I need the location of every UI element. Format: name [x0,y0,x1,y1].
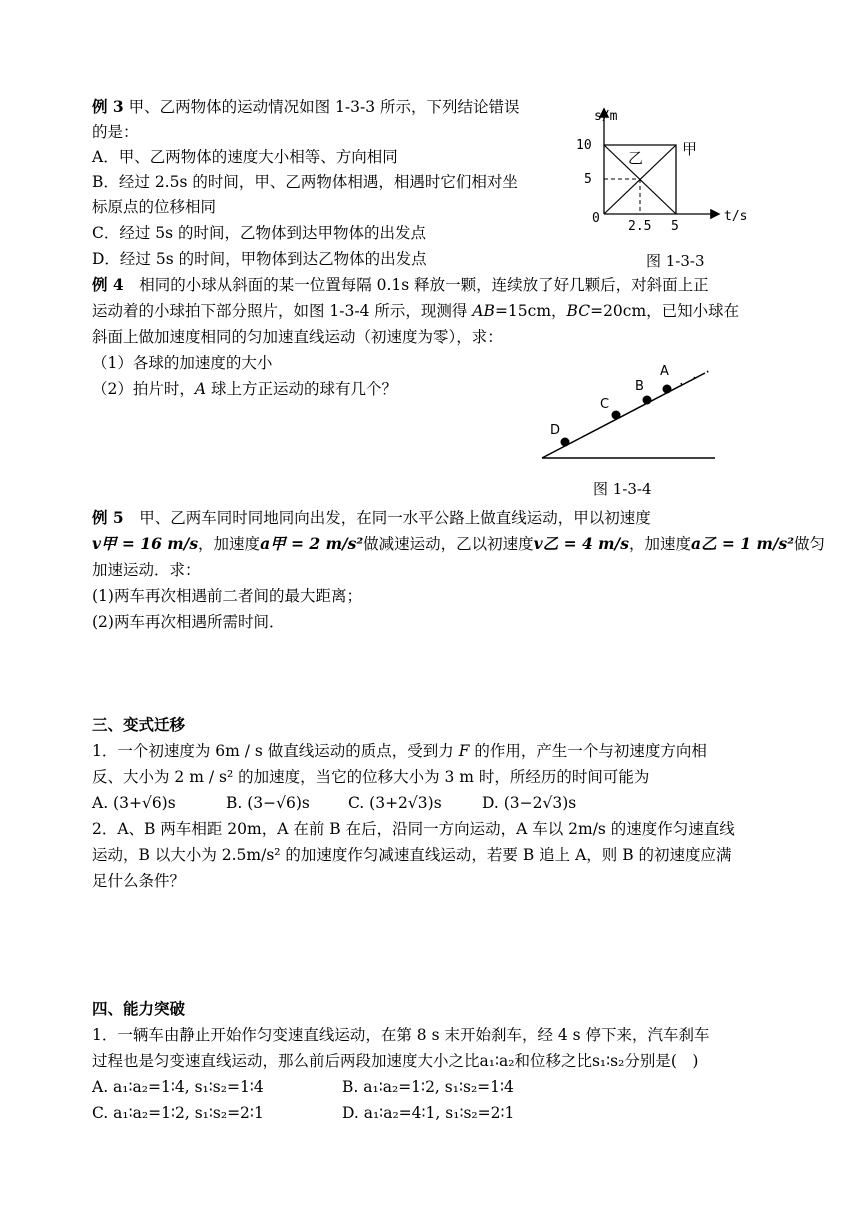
sec3-p1-line-2: 反、大小为 2 m / s² 的加速度，当它的位移大小为 3 m 时，所经历的时间可能为 [92,768,650,786]
y-axis-label: s/m [594,109,618,124]
ex4-line-2 [92,300,739,322]
section-4-title: 四、能力突破 [92,999,186,1018]
ex3-option-d: D．经过 5s 的时间，甲物体到达乙物体的出发点 [92,250,427,268]
sec3-p2-line-2: 运动，B 以大小为 2.5m/s² 的加速度作匀减速直线运动，若要 B 追上 A，则 B 的初速度应满 [92,846,732,864]
label-d: D [550,423,561,438]
ex5-line-3: 加速运动．求： [92,561,201,579]
sec3-force-f: F [458,742,470,760]
ex4-ab: AB [472,302,495,320]
sec4-p1-line-1: 1．一辆车由静止开始作匀变速直线运动，在第 8 s 末开始刹车，经 4 s 停下来，汽车刹车 [92,1026,710,1044]
sec4-option-d: D. a₁∶a₂=4∶1, s₁∶s₂=2∶1 [342,1104,515,1122]
tick-origin: 0 [592,211,600,226]
continuation-dots: · · · [675,363,714,392]
x-axis-label: t/s [724,209,748,224]
ex4-q2-a: A [194,380,207,398]
ball-c [612,411,621,420]
ball-d [561,438,570,447]
ex4-text-2b: =15cm， [494,302,567,320]
ex5-a-yi: a乙 = 1 m/s² [690,534,795,553]
label-c: C [600,397,610,412]
ex3-line-1 [92,96,520,118]
sec3-p2-line-3: 足什么条件？ [92,872,186,890]
sec3-option-c: C. (3+2√3)s [348,794,442,812]
label-jia: 甲 [682,140,698,158]
sec4-option-a: A. a₁∶a₂=1∶4, s₁∶s₂=1∶4 [92,1078,264,1096]
sec3-p1-text-a: 1．一个初速度为 6m / s 做直线运动的质点，受到力 [92,742,459,760]
sec4-p1-line-2: 过程也是匀变速直线运动，那么前后两段加速度大小之比a₁∶a₂和位移之比s₁∶s₂分别是( ) [92,1052,699,1070]
tick-10: 10 [576,138,592,153]
ex4-question-1: （1）各球的加速度的大小 [92,354,273,372]
ex5-text-2d: 做匀 [794,535,826,553]
tick-x-5: 5 [671,219,679,234]
sec4-option-b: B. a₁∶a₂=1∶2, s₁∶s₂=1∶4 [342,1078,514,1096]
ball-b [643,396,652,405]
ex4-line-3: 斜面上做加速度相同的匀加速直线运动（初速度为零），求： [92,328,503,346]
ex5-line-1 [92,507,651,529]
label-a: A [660,364,669,379]
ex5-question-2: (2)两车再次相遇所需时间． [92,613,285,631]
sec3-p1-line-1 [92,740,707,762]
sec3-option-d: D. (3−2√3)s [482,794,577,812]
ex3-option-b-1: B．经过 2.5s 的时间，甲、乙两物体相遇，相遇时它们相对坐 [92,173,518,191]
ex5-text-1: 甲、乙两车同时同地同向出发，在同一水平公路上做直线运动，甲以初速度 [123,509,651,527]
sec3-p2-line-1: 2．A、B 两车相距 20m，A 在前 B 在后，沿同一方向运动，A 车以 2m/s 的速度作匀速直线 [92,820,735,838]
ex4-line-1 [92,274,709,296]
sec3-option-b: B. (3−√6)s [226,794,310,812]
ex4-text-1: 相同的小球从斜面的某一位置每隔 0.1s 释放一颗，连续放了好几颗后，对斜面上正 [123,276,709,294]
sec3-p1-text-b: 的作用，产生一个与初速度方向相 [469,742,707,760]
ex3-option-a: A．甲、乙两物体的速度大小相等、方向相同 [92,148,398,166]
figure-1-3-3 [568,104,768,244]
sec4-option-c: C. a₁∶a₂=1∶2, s₁∶s₂=2∶1 [92,1104,264,1122]
ex3-line-2: 的是： [92,123,139,141]
section-3-title: 三、变式迁移 [92,715,186,734]
ex4-number: 例 4 [92,275,124,294]
ex4-q2-text-b: 球上方正运动的球有几个？ [206,380,398,398]
ex3-number: 例 3 [92,97,124,116]
label-b: B [635,379,644,394]
ex4-bc: BC [566,302,591,320]
ex5-text-2a: ，加速度 [198,535,261,553]
ex3-text-1: 甲、乙两物体的运动情况如图 1-3-3 所示，下列结论错误 [123,98,520,116]
tick-5: 5 [584,172,592,187]
figure-1-3-4-caption: 图 1-3-4 [593,480,652,498]
label-yi: 乙 [628,149,644,167]
ex4-text-2a: 运动着的小球拍下部分照片，如图 1-3-4 所示，现测得 [92,302,473,320]
ex5-number: 例 5 [92,508,124,527]
tick-2-5: 2.5 [628,219,652,234]
ex5-a-jia: a甲 = 2 m/s² [260,534,364,553]
ex4-question-2 [92,378,397,400]
figure-1-3-4 [540,360,720,465]
ex5-text-2c: ，加速度 [628,535,691,553]
ex5-v-jia: v甲 = 16 m/s [92,534,199,553]
ex3-option-b-2: 标原点的位移相同 [92,198,217,216]
ex4-text-2c: =20cm，已知小球在 [590,302,740,320]
ex5-line-2 [92,533,825,555]
ex5-question-1: (1)两车再次相遇前二者间的最大距离； [92,587,362,605]
ball-a [663,385,672,394]
ex3-option-c: C．经过 5s 的时间，乙物体到达甲物体的出发点 [92,224,427,242]
figure-1-3-3-caption: 图 1-3-3 [646,252,705,270]
ex4-q2-text-a: （2）拍片时， [92,380,195,398]
ex5-v-yi: v乙 = 4 m/s [533,534,629,553]
sec3-option-a: A. (3+√6)s [92,794,176,812]
ex5-text-2b: 做减速运动，乙以初速度 [363,535,534,553]
